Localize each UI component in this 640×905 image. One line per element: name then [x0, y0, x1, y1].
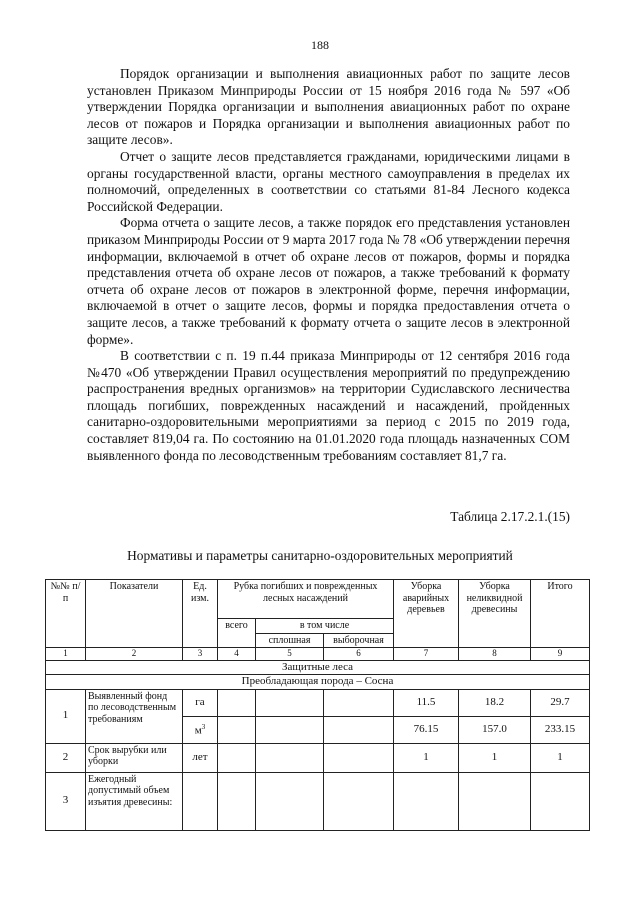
unit-text: га: [195, 695, 205, 708]
table-row: [46, 743, 590, 772]
cell-total: [218, 772, 256, 830]
row-unit: [183, 743, 218, 772]
unit-text: лет: [192, 750, 208, 763]
paragraph: В соответствии с п. 19 п.44 приказа Минприроды от 12 сентября 2016 года №470 «Об утверждении Правил осуществления мероприятий по предупреждению распространения вредных организмов» на территории Судиславского лесничества площадь погибших, поврежденных насаждений и насаждений, пройденных санитарно-оздоровительными мероприятиями за период с 2015 по 2019 года, составляет 819,04 га. По состоянию на 01.01.2020 года площадь назначенных СОМ выявленного фонда по лесоводственным требованиям составляет 81,7 га.: [87, 348, 570, 463]
cell-illiquid: 18.2: [459, 689, 531, 716]
header-row: [46, 580, 590, 619]
cell-selective: [324, 743, 394, 772]
cell-sum: [531, 772, 590, 830]
table-title: Нормативы и параметры санитарно-оздоровительных мероприятий: [127, 548, 513, 563]
row-unit: [183, 772, 218, 830]
table-number: Таблица 2.17.2.1.(15): [450, 509, 570, 524]
row-indicator: Срок вырубки или уборки: [86, 743, 183, 772]
body-text: [87, 66, 570, 464]
cell-selective: [324, 689, 394, 716]
column-number: 4: [218, 648, 256, 661]
cell-illiquid: [459, 772, 531, 830]
column-number: 5: [256, 648, 324, 661]
header-sum: Итого: [531, 580, 590, 648]
column-number: 3: [183, 648, 218, 661]
subsection-title: Преобладающая порода – Сосна: [46, 675, 590, 690]
cell-emergency: [394, 772, 459, 830]
paragraph: Форма отчета о защите лесов, а также порядок его представления установлен приказом Минприроды России от 9 марта 2017 года № 78 «Об утверждении перечня информации, включаемой в отчет об охране лесов от пожаров, формы и порядка представления отчета об охране лесов от пожаров, а также требований к формату отчета об охране лесов от пожаров в электронной форме, перечня информации, включаемой в отчет о защите лесов, формы и порядка предоставления отчета о защите лесов, а также требований к формату отчета о защите лесов в электронной форме».: [87, 215, 570, 347]
column-number: 2: [86, 648, 183, 661]
paragraph: Порядок организации и выполнения авиационных работ по защите лесов установлен Приказом Минприроды России от 15 ноября 2016 года № 597 «Об утверждении Порядка организации и выполнения авиационных работ по охране лесов от пожаров и Порядка организации и выполнения авиационных работ по защите лесов».: [87, 66, 570, 148]
header-illiquid: Уборка неликвидной древесины: [459, 580, 531, 648]
section-title: Защитные леса: [46, 660, 590, 675]
column-number: 9: [531, 648, 590, 661]
row-num: 1: [46, 689, 86, 743]
page-number: 188: [311, 38, 329, 52]
column-number: 7: [394, 648, 459, 661]
header-indicator: Показатели: [86, 580, 183, 648]
header-clear: сплошная: [256, 633, 324, 648]
cell-clear: [256, 716, 324, 743]
cell-selective: [324, 716, 394, 743]
paragraph: Отчет о защите лесов представляется гражданами, юридическими лицами в органы государственной власти, органы местного самоуправления в пределах их полномочий, определенных в соответствии со статьями 81-84 Лесного кодекса Российской Федерации.: [87, 148, 570, 214]
cell-sum: 1: [531, 743, 590, 772]
column-number: 8: [459, 648, 531, 661]
cell-emergency: 11.5: [394, 689, 459, 716]
section-row: [46, 660, 590, 675]
unit-superscript: 3: [201, 722, 206, 731]
norms-table: [45, 579, 590, 831]
header-including: в том числе: [256, 619, 394, 634]
cell-clear: [256, 689, 324, 716]
row-num: 2: [46, 743, 86, 772]
row-num: 3: [46, 772, 86, 830]
row-indicator: Выявленный фонд по лесоводственным требованиям: [86, 689, 183, 743]
cell-clear: [256, 772, 324, 830]
cell-sum: 233.15: [531, 716, 590, 743]
cell-total: [218, 716, 256, 743]
header-total: всего: [218, 619, 256, 648]
cell-selective: [324, 772, 394, 830]
cell-illiquid: 1: [459, 743, 531, 772]
row-indicator: Ежегодный допустимый объем изъятия древесины:: [86, 772, 183, 830]
cell-emergency: 1: [394, 743, 459, 772]
header-felling: Рубка погибших и поврежденных лесных насаждений: [218, 580, 394, 619]
cell-emergency: 76.15: [394, 716, 459, 743]
row-unit: [183, 689, 218, 716]
cell-illiquid: 157.0: [459, 716, 531, 743]
row-unit: [183, 716, 218, 743]
header-emergency: Уборка аварийных деревьев: [394, 580, 459, 648]
column-number: 6: [324, 648, 394, 661]
unit-text: м: [194, 724, 202, 737]
column-number: 1: [46, 648, 86, 661]
header-selective: выборочная: [324, 633, 394, 648]
column-number-row: [46, 648, 590, 661]
cell-clear: [256, 743, 324, 772]
subsection-row: [46, 675, 590, 690]
cell-sum: 29.7: [531, 689, 590, 716]
cell-total: [218, 689, 256, 716]
header-num: №№ п/п: [46, 580, 86, 648]
header-unit: Ед. изм.: [183, 580, 218, 648]
cell-total: [218, 743, 256, 772]
table-row: [46, 772, 590, 830]
table-row: [46, 689, 590, 716]
